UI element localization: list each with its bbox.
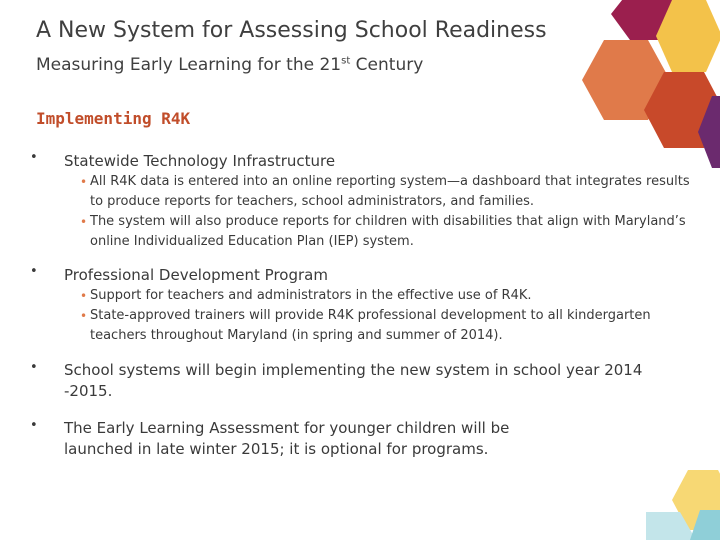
bullet-marker: • [30, 264, 38, 279]
hex-gold [656, 0, 720, 72]
sub-text: Support for teachers and administrators in the effective use of R4K. [90, 288, 532, 303]
bullet-marker: • [30, 150, 38, 165]
sub-list [64, 172, 690, 252]
bullet-list [30, 150, 690, 460]
subtitle-end: Century [350, 55, 424, 75]
bullet-professional-development [30, 264, 690, 346]
hex-orange [582, 40, 670, 120]
bullet-text: Statewide Technology Infrastructure [64, 152, 336, 170]
subtitle-main: Measuring Early Learning for the 21 [36, 55, 342, 75]
sub-item [64, 172, 690, 212]
hex-light-teal [646, 512, 696, 540]
bullet-text: The Early Learning Assessment for younger children will be launched in late winter 2015; it is optional for programs. [64, 419, 510, 458]
sub-item [64, 306, 690, 346]
sub-list [64, 286, 690, 346]
slide-title: A New System for Assessing School Readiness [36, 18, 547, 43]
hex-purple [698, 96, 720, 168]
bullet-text: School systems will begin implementing the new system in school year 2014 -2015. [64, 361, 643, 400]
hex-red [644, 72, 720, 148]
sub-item [64, 286, 690, 306]
section-heading: Implementing R4K [36, 109, 191, 128]
bullet-marker: • [30, 418, 38, 433]
sub-text: The system will also produce reports for children with disabilities that align with Maryland’s online Individualized Education Plan (IEP) system. [90, 214, 686, 249]
bullet-text: Professional Development Program [64, 266, 328, 284]
bullet-marker: • [30, 360, 38, 375]
sub-text: All R4K data is entered into an online reporting system—a dashboard that integrates results to produce reports for teachers, school administrators, and families. [90, 174, 690, 209]
sub-item [64, 212, 690, 252]
bullet-technology [30, 150, 690, 252]
sub-marker: • [80, 289, 88, 303]
sub-marker: • [80, 215, 88, 229]
hex-magenta [611, 0, 687, 40]
subtitle-superscript: st [341, 55, 351, 67]
bullet-implementation [30, 360, 690, 402]
sub-text: State-approved trainers will provide R4K professional development to all kindergarten teachers throughout Maryland (in spring and summer of 2014). [90, 308, 651, 343]
bullet-early-learning [30, 418, 690, 460]
sub-marker: • [80, 175, 88, 189]
hex-yellow [672, 470, 720, 530]
slide-subtitle [36, 55, 423, 75]
sub-marker: • [80, 309, 88, 323]
hex-teal [690, 510, 720, 540]
